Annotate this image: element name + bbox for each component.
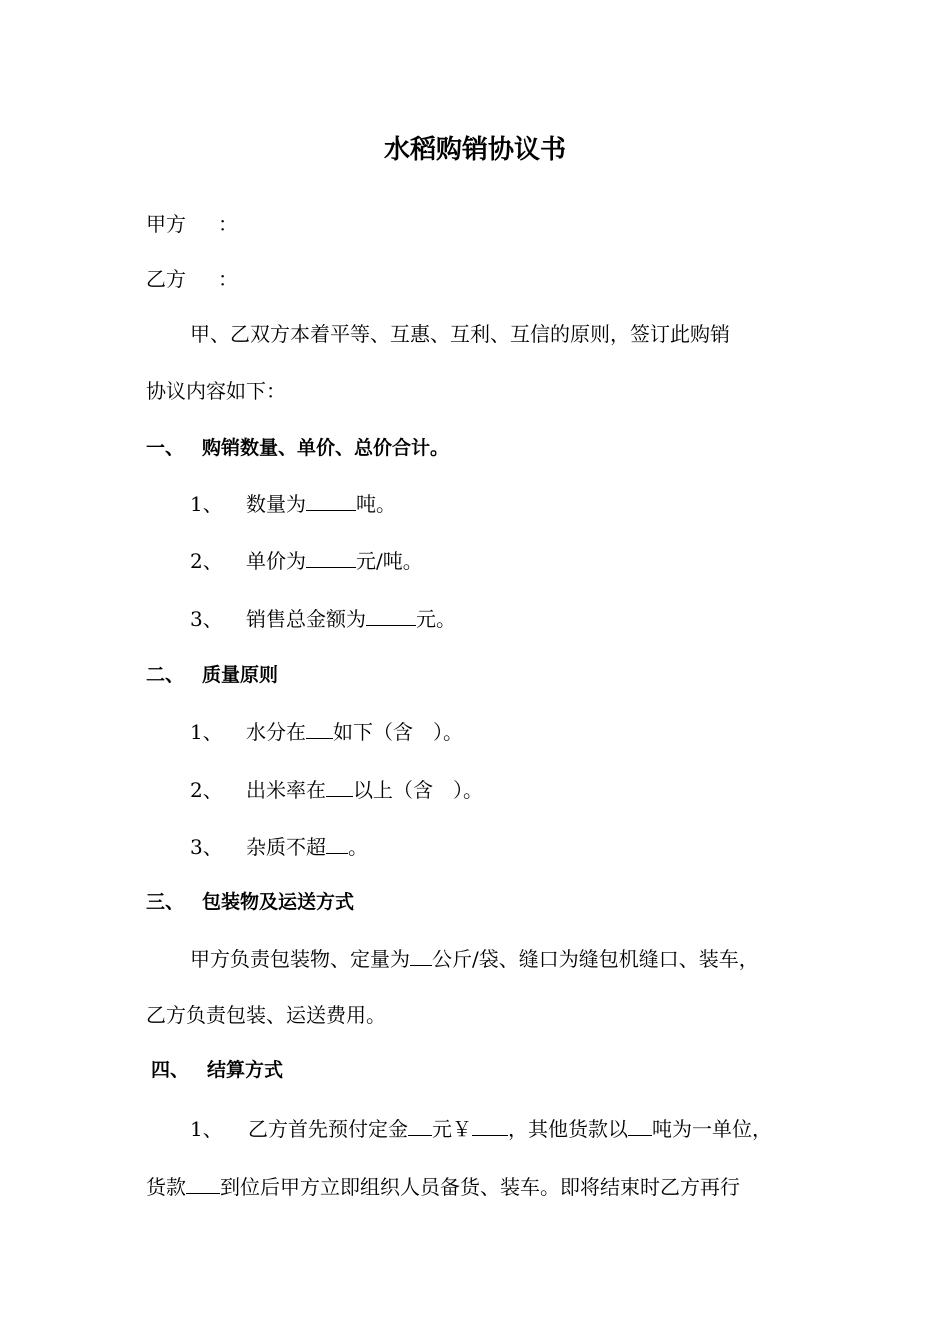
section-2-title: 质量原则 <box>202 664 279 686</box>
item-number: 1、 <box>190 492 223 516</box>
item-number: 3、 <box>190 835 223 859</box>
section-1-item-3: 3、 销售总金额为 元。 <box>190 603 456 633</box>
section-3-paragraph-line-1: 甲方负责包装物、定量为 公斤/袋、缝口为缝包机缝口、装车， <box>190 943 759 973</box>
party-a-colon: ： <box>218 212 238 236</box>
party-b-line <box>146 265 238 293</box>
item-number: 1、 <box>190 720 223 744</box>
document-title: 水稻购销协议书 <box>383 135 566 165</box>
item-number: 3、 <box>190 607 223 631</box>
milling-rate-blank <box>326 774 353 797</box>
section-2-number: 二、 <box>146 664 185 686</box>
section-3-number: 三、 <box>146 891 185 913</box>
section-2-heading <box>146 661 278 689</box>
intro-line-2: 协议内容如下： <box>146 379 286 403</box>
party-b-label: 乙方 <box>146 267 186 291</box>
party-a-line <box>146 210 238 238</box>
party-b-colon: ： <box>218 267 238 291</box>
impurity-blank <box>326 831 348 854</box>
section-4-heading <box>151 1056 283 1084</box>
section-2-item-3: 3、 杂质不超 。 <box>190 831 368 861</box>
section-1-item-1: 1、 数量为 吨。 <box>190 488 396 518</box>
section-4-number: 四、 <box>151 1059 190 1081</box>
section-1-number: 一、 <box>146 437 185 459</box>
quantity-blank <box>306 488 356 511</box>
party-a-label: 甲方 <box>146 212 186 236</box>
section-2-item-1: 1、 水分在 如下（含 ）。 <box>190 716 463 746</box>
section-2-item-2: 2、 出米率在 以上（含 ）。 <box>190 774 483 804</box>
item-number: 1、 <box>190 1117 223 1141</box>
deposit-blank <box>408 1113 432 1136</box>
section-1-item-2: 2、 单价为 元/吨。 <box>190 545 423 575</box>
section-3-heading <box>146 888 354 916</box>
section-1-title: 购销数量、单价、总价合计。 <box>202 437 450 459</box>
item-number: 2、 <box>190 778 223 802</box>
item-number: 2、 <box>190 549 223 573</box>
moisture-blank <box>306 716 333 739</box>
payment-blank <box>186 1171 220 1194</box>
intro-line-1: 甲、乙双方本着平等、互惠、互利、互信的原则，签订此购销 <box>190 322 730 346</box>
section-1-heading <box>146 434 449 462</box>
total-amount-blank <box>366 603 416 626</box>
deposit-amount-blank <box>472 1113 508 1136</box>
section-3-title: 包装物及运送方式 <box>202 891 355 913</box>
bag-weight-blank <box>410 943 432 966</box>
unit-tons-blank <box>628 1113 652 1136</box>
section-4-item-1-line-2: 货款 到位后甲方立即组织人员备货、装车。即将结束时乙方再行 <box>146 1171 740 1201</box>
section-4-item-1: 1、 乙方首先预付定金 元￥ ，其他货款以 吨为一单位， <box>190 1113 772 1143</box>
section-4-title: 结算方式 <box>207 1059 284 1081</box>
unit-price-blank <box>306 545 356 568</box>
section-3-paragraph-line-2: 乙方负责包装、运送费用。 <box>146 1003 386 1027</box>
